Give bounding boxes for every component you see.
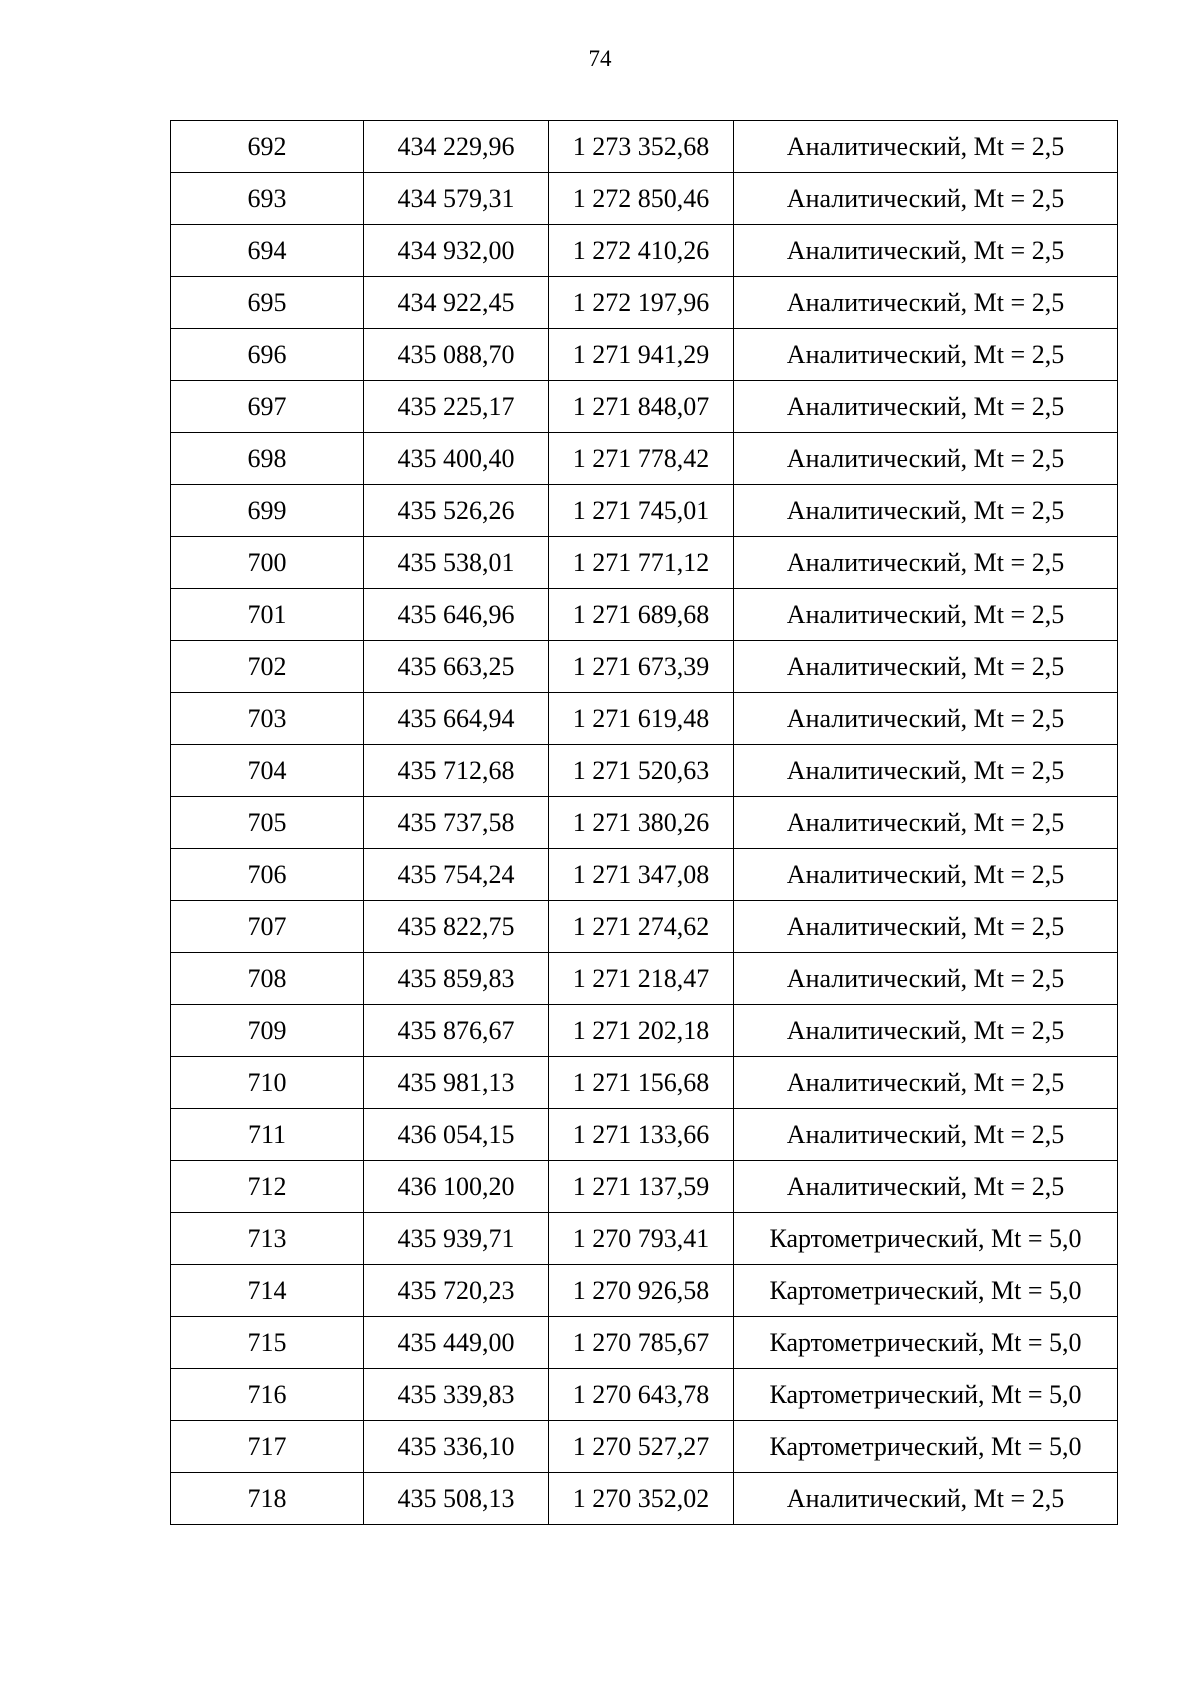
method-cell: Аналитический, Mt = 2,5	[734, 745, 1118, 797]
y-coordinate-cell: 1 271 218,47	[549, 953, 734, 1005]
table-row	[171, 953, 1118, 1005]
method-cell: Аналитический, Mt = 2,5	[734, 381, 1118, 433]
y-coordinate-cell: 1 270 643,78	[549, 1369, 734, 1421]
x-coordinate-cell: 435 712,68	[364, 745, 549, 797]
method-cell: Аналитический, Mt = 2,5	[734, 121, 1118, 173]
point-number-cell: 708	[171, 953, 364, 1005]
point-number-cell: 702	[171, 641, 364, 693]
x-coordinate-cell: 435 088,70	[364, 329, 549, 381]
method-cell: Аналитический, Mt = 2,5	[734, 1005, 1118, 1057]
table-row	[171, 849, 1118, 901]
x-coordinate-cell: 435 981,13	[364, 1057, 549, 1109]
x-coordinate-cell: 435 720,23	[364, 1265, 549, 1317]
table-row	[171, 901, 1118, 953]
table-row	[171, 1265, 1118, 1317]
method-cell: Картометрический, Mt = 5,0	[734, 1213, 1118, 1265]
table-row	[171, 277, 1118, 329]
y-coordinate-cell: 1 270 527,27	[549, 1421, 734, 1473]
x-coordinate-cell: 434 229,96	[364, 121, 549, 173]
y-coordinate-cell: 1 272 410,26	[549, 225, 734, 277]
y-coordinate-cell: 1 271 848,07	[549, 381, 734, 433]
x-coordinate-cell: 434 922,45	[364, 277, 549, 329]
table-row	[171, 641, 1118, 693]
table-row	[171, 433, 1118, 485]
method-cell: Аналитический, Mt = 2,5	[734, 1161, 1118, 1213]
y-coordinate-cell: 1 271 274,62	[549, 901, 734, 953]
x-coordinate-cell: 435 336,10	[364, 1421, 549, 1473]
point-number-cell: 717	[171, 1421, 364, 1473]
y-coordinate-cell: 1 271 689,68	[549, 589, 734, 641]
point-number-cell: 704	[171, 745, 364, 797]
y-coordinate-cell: 1 270 352,02	[549, 1473, 734, 1525]
y-coordinate-cell: 1 270 785,67	[549, 1317, 734, 1369]
method-cell: Аналитический, Mt = 2,5	[734, 797, 1118, 849]
method-cell: Картометрический, Mt = 5,0	[734, 1421, 1118, 1473]
method-cell: Аналитический, Mt = 2,5	[734, 1473, 1118, 1525]
table-row	[171, 797, 1118, 849]
y-coordinate-cell: 1 271 771,12	[549, 537, 734, 589]
x-coordinate-cell: 435 822,75	[364, 901, 549, 953]
page-number: 74	[588, 46, 612, 71]
point-number-cell: 713	[171, 1213, 364, 1265]
table-row	[171, 1161, 1118, 1213]
method-cell: Картометрический, Mt = 5,0	[734, 1369, 1118, 1421]
y-coordinate-cell: 1 271 137,59	[549, 1161, 734, 1213]
method-cell: Аналитический, Mt = 2,5	[734, 485, 1118, 537]
y-coordinate-cell: 1 271 202,18	[549, 1005, 734, 1057]
table-row	[171, 693, 1118, 745]
method-cell: Аналитический, Mt = 2,5	[734, 329, 1118, 381]
point-number-cell: 707	[171, 901, 364, 953]
x-coordinate-cell: 435 508,13	[364, 1473, 549, 1525]
method-cell: Аналитический, Mt = 2,5	[734, 693, 1118, 745]
x-coordinate-cell: 436 054,15	[364, 1109, 549, 1161]
point-number-cell: 694	[171, 225, 364, 277]
table-row	[171, 745, 1118, 797]
table-row	[171, 537, 1118, 589]
method-cell: Аналитический, Mt = 2,5	[734, 901, 1118, 953]
x-coordinate-cell: 435 859,83	[364, 953, 549, 1005]
y-coordinate-cell: 1 270 793,41	[549, 1213, 734, 1265]
x-coordinate-cell: 436 100,20	[364, 1161, 549, 1213]
point-number-cell: 697	[171, 381, 364, 433]
point-number-cell: 701	[171, 589, 364, 641]
point-number-cell: 705	[171, 797, 364, 849]
point-number-cell: 695	[171, 277, 364, 329]
method-cell: Картометрический, Mt = 5,0	[734, 1317, 1118, 1369]
point-number-cell: 700	[171, 537, 364, 589]
point-number-cell: 711	[171, 1109, 364, 1161]
x-coordinate-cell: 434 932,00	[364, 225, 549, 277]
x-coordinate-cell: 435 400,40	[364, 433, 549, 485]
table-row	[171, 485, 1118, 537]
x-coordinate-cell: 435 526,26	[364, 485, 549, 537]
method-cell: Аналитический, Mt = 2,5	[734, 641, 1118, 693]
y-coordinate-cell: 1 271 745,01	[549, 485, 734, 537]
y-coordinate-cell: 1 271 520,63	[549, 745, 734, 797]
x-coordinate-cell: 435 646,96	[364, 589, 549, 641]
x-coordinate-cell: 435 754,24	[364, 849, 549, 901]
point-number-cell: 693	[171, 173, 364, 225]
x-coordinate-cell: 435 664,94	[364, 693, 549, 745]
x-coordinate-cell: 435 225,17	[364, 381, 549, 433]
x-coordinate-cell: 435 449,00	[364, 1317, 549, 1369]
point-number-cell: 716	[171, 1369, 364, 1421]
table-row	[171, 1473, 1118, 1525]
table-row	[171, 1057, 1118, 1109]
y-coordinate-cell: 1 271 380,26	[549, 797, 734, 849]
point-number-cell: 709	[171, 1005, 364, 1057]
table-row	[171, 121, 1118, 173]
method-cell: Аналитический, Mt = 2,5	[734, 173, 1118, 225]
y-coordinate-cell: 1 270 926,58	[549, 1265, 734, 1317]
method-cell: Аналитический, Mt = 2,5	[734, 1057, 1118, 1109]
method-cell: Аналитический, Mt = 2,5	[734, 225, 1118, 277]
table-row	[171, 1421, 1118, 1473]
table-row	[171, 1369, 1118, 1421]
x-coordinate-cell: 435 876,67	[364, 1005, 549, 1057]
x-coordinate-cell: 435 538,01	[364, 537, 549, 589]
point-number-cell: 692	[171, 121, 364, 173]
point-number-cell: 703	[171, 693, 364, 745]
x-coordinate-cell: 435 339,83	[364, 1369, 549, 1421]
method-cell: Аналитический, Mt = 2,5	[734, 589, 1118, 641]
y-coordinate-cell: 1 271 156,68	[549, 1057, 734, 1109]
y-coordinate-cell: 1 273 352,68	[549, 121, 734, 173]
method-cell: Аналитический, Mt = 2,5	[734, 953, 1118, 1005]
method-cell: Аналитический, Mt = 2,5	[734, 1109, 1118, 1161]
point-number-cell: 696	[171, 329, 364, 381]
point-number-cell: 718	[171, 1473, 364, 1525]
point-number-cell: 699	[171, 485, 364, 537]
table-row	[171, 1005, 1118, 1057]
y-coordinate-cell: 1 272 850,46	[549, 173, 734, 225]
y-coordinate-cell: 1 271 778,42	[549, 433, 734, 485]
method-cell: Аналитический, Mt = 2,5	[734, 537, 1118, 589]
table-row	[171, 1213, 1118, 1265]
point-number-cell: 715	[171, 1317, 364, 1369]
table-row	[171, 1109, 1118, 1161]
point-number-cell: 698	[171, 433, 364, 485]
table-row	[171, 589, 1118, 641]
x-coordinate-cell: 435 939,71	[364, 1213, 549, 1265]
x-coordinate-cell: 435 737,58	[364, 797, 549, 849]
method-cell: Аналитический, Mt = 2,5	[734, 433, 1118, 485]
y-coordinate-cell: 1 271 941,29	[549, 329, 734, 381]
point-number-cell: 710	[171, 1057, 364, 1109]
method-cell: Аналитический, Mt = 2,5	[734, 849, 1118, 901]
method-cell: Аналитический, Mt = 2,5	[734, 277, 1118, 329]
table-body	[171, 121, 1118, 1525]
point-number-cell: 714	[171, 1265, 364, 1317]
y-coordinate-cell: 1 271 347,08	[549, 849, 734, 901]
table-row	[171, 329, 1118, 381]
y-coordinate-cell: 1 272 197,96	[549, 277, 734, 329]
y-coordinate-cell: 1 271 619,48	[549, 693, 734, 745]
table-row	[171, 1317, 1118, 1369]
y-coordinate-cell: 1 271 133,66	[549, 1109, 734, 1161]
coordinates-table	[170, 120, 1118, 1525]
table-row	[171, 381, 1118, 433]
y-coordinate-cell: 1 271 673,39	[549, 641, 734, 693]
table-row	[171, 225, 1118, 277]
method-cell: Картометрический, Mt = 5,0	[734, 1265, 1118, 1317]
x-coordinate-cell: 434 579,31	[364, 173, 549, 225]
point-number-cell: 706	[171, 849, 364, 901]
point-number-cell: 712	[171, 1161, 364, 1213]
table-row	[171, 173, 1118, 225]
x-coordinate-cell: 435 663,25	[364, 641, 549, 693]
